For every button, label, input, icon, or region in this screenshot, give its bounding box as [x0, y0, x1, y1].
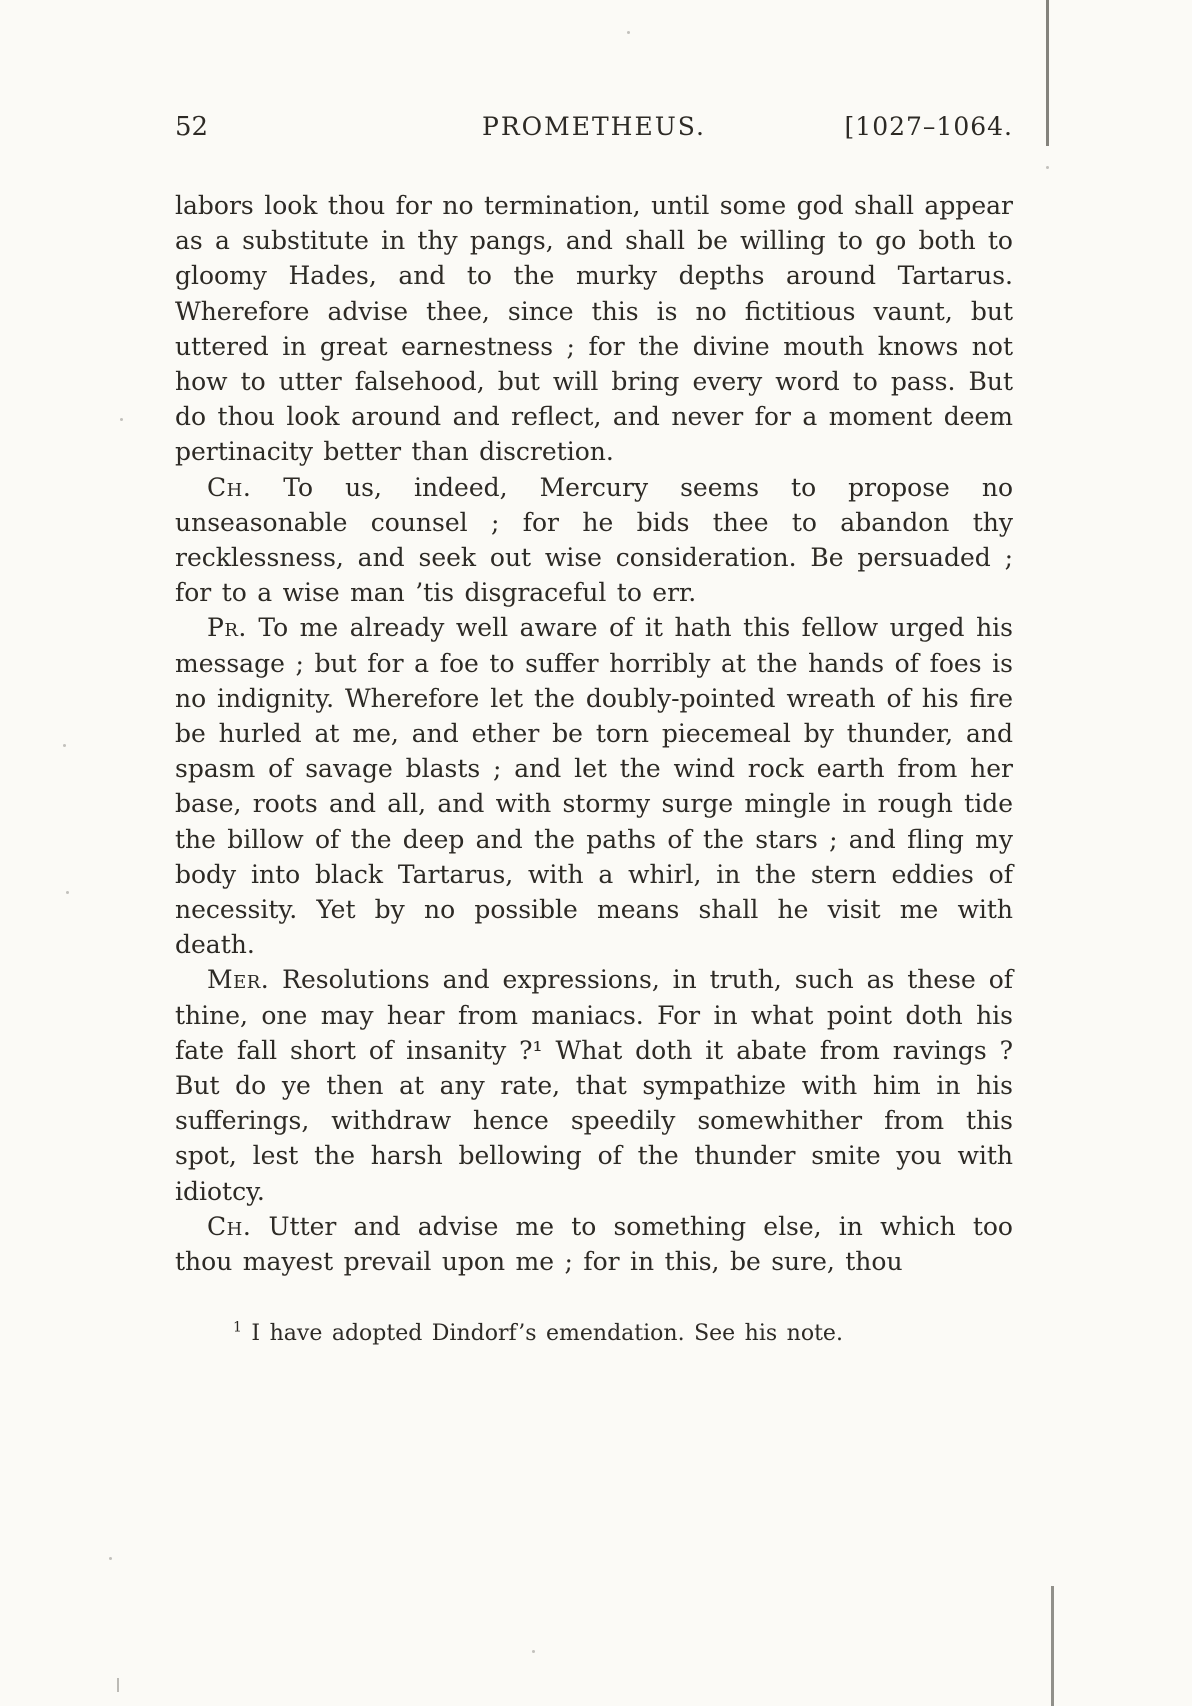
- scan-speck: [120, 418, 123, 421]
- page-number: 52: [175, 112, 209, 142]
- page-body: [175, 188, 1013, 1349]
- paragraph: [175, 962, 1013, 1208]
- scan-speck: [1046, 166, 1049, 169]
- page-header: [175, 112, 1013, 146]
- footnote-marker: 1: [233, 1319, 242, 1336]
- paragraph-text: To me already well aware of it hath this fellow urged his message ; but for a foe to suffer horribly at the hands of foes is no indignity. Wherefore let the doubly-pointed wreath of his fire be hurled at me, and ether be torn piecemeal by thunder, and spasm of savage blasts ; and let the wind rock earth from her base, roots and all, and with stormy surge mingle in rough tide the billow of the deep and the paths of the stars ; and fling my body into black Tartarus, with a whirl, in the stern eddies of necessity. Yet by no possible means shall he visit me with death.: [175, 613, 1013, 960]
- scan-speck: [627, 31, 630, 34]
- footnote: [175, 1319, 1013, 1349]
- speaker-label: Pr.: [207, 613, 247, 643]
- line-range: [1027–1064.: [844, 112, 1013, 141]
- speaker-label: Ch.: [207, 1211, 252, 1241]
- paragraph: [175, 188, 1013, 470]
- paragraph: [175, 1209, 1013, 1279]
- scan-speck: [63, 744, 66, 747]
- page-title: PROMETHEUS.: [482, 112, 706, 141]
- scan-speck: [532, 1650, 535, 1653]
- paragraph-text: Resolutions and expressions, in truth, such as these of thine, one may hear from maniacs. For in what point doth his fate fall short of insanity ?¹ What doth it abate from ravings ? But do ye then at any rate, that sympathize with him in his sufferings, withdraw hence speedily somewhither from this spot, lest the harsh bellowing of the thunder smite you with idiotcy.: [175, 965, 1013, 1206]
- scan-line-top-right: [1046, 0, 1049, 146]
- scan-line-bottom-right: [1051, 1586, 1054, 1706]
- footnote-text: I have adopted Dindorf’s emendation. See his note.: [251, 1321, 843, 1347]
- scan-speck: [109, 1557, 112, 1560]
- paragraph-text: To us, indeed, Mercury seems to propose no unseasonable counsel ; for he bids thee to abandon thy recklessness, and seek out wise consideration. Be persuaded ; for to a wise man ’tis disgraceful to err.: [175, 472, 1013, 608]
- scan-mark-bottom-left: [117, 1678, 119, 1692]
- scan-speck: [66, 891, 69, 894]
- speaker-label: Ch.: [207, 472, 252, 502]
- paragraph: [175, 470, 1013, 611]
- paragraph-text: Utter and advise me to something else, in which too thou mayest prevail upon me ; for in this, be sure, thou: [175, 1211, 1013, 1277]
- speaker-label: Mer.: [207, 965, 270, 995]
- paragraph: [175, 610, 1013, 962]
- paragraph-text: labors look thou for no termination, until some god shall appear as a substitute in thy pangs, and shall be willing to go both to gloomy Hades, and to the murky depths around Tartarus. Wherefore advise thee, since this is no fictitious vaunt, but uttered in great earnestness ; for the divine mouth knows not how to utter falsehood, but will bring every word to pass. But do thou look around and reflect, and never for a moment deem pertinacity better than discretion.: [175, 191, 1013, 467]
